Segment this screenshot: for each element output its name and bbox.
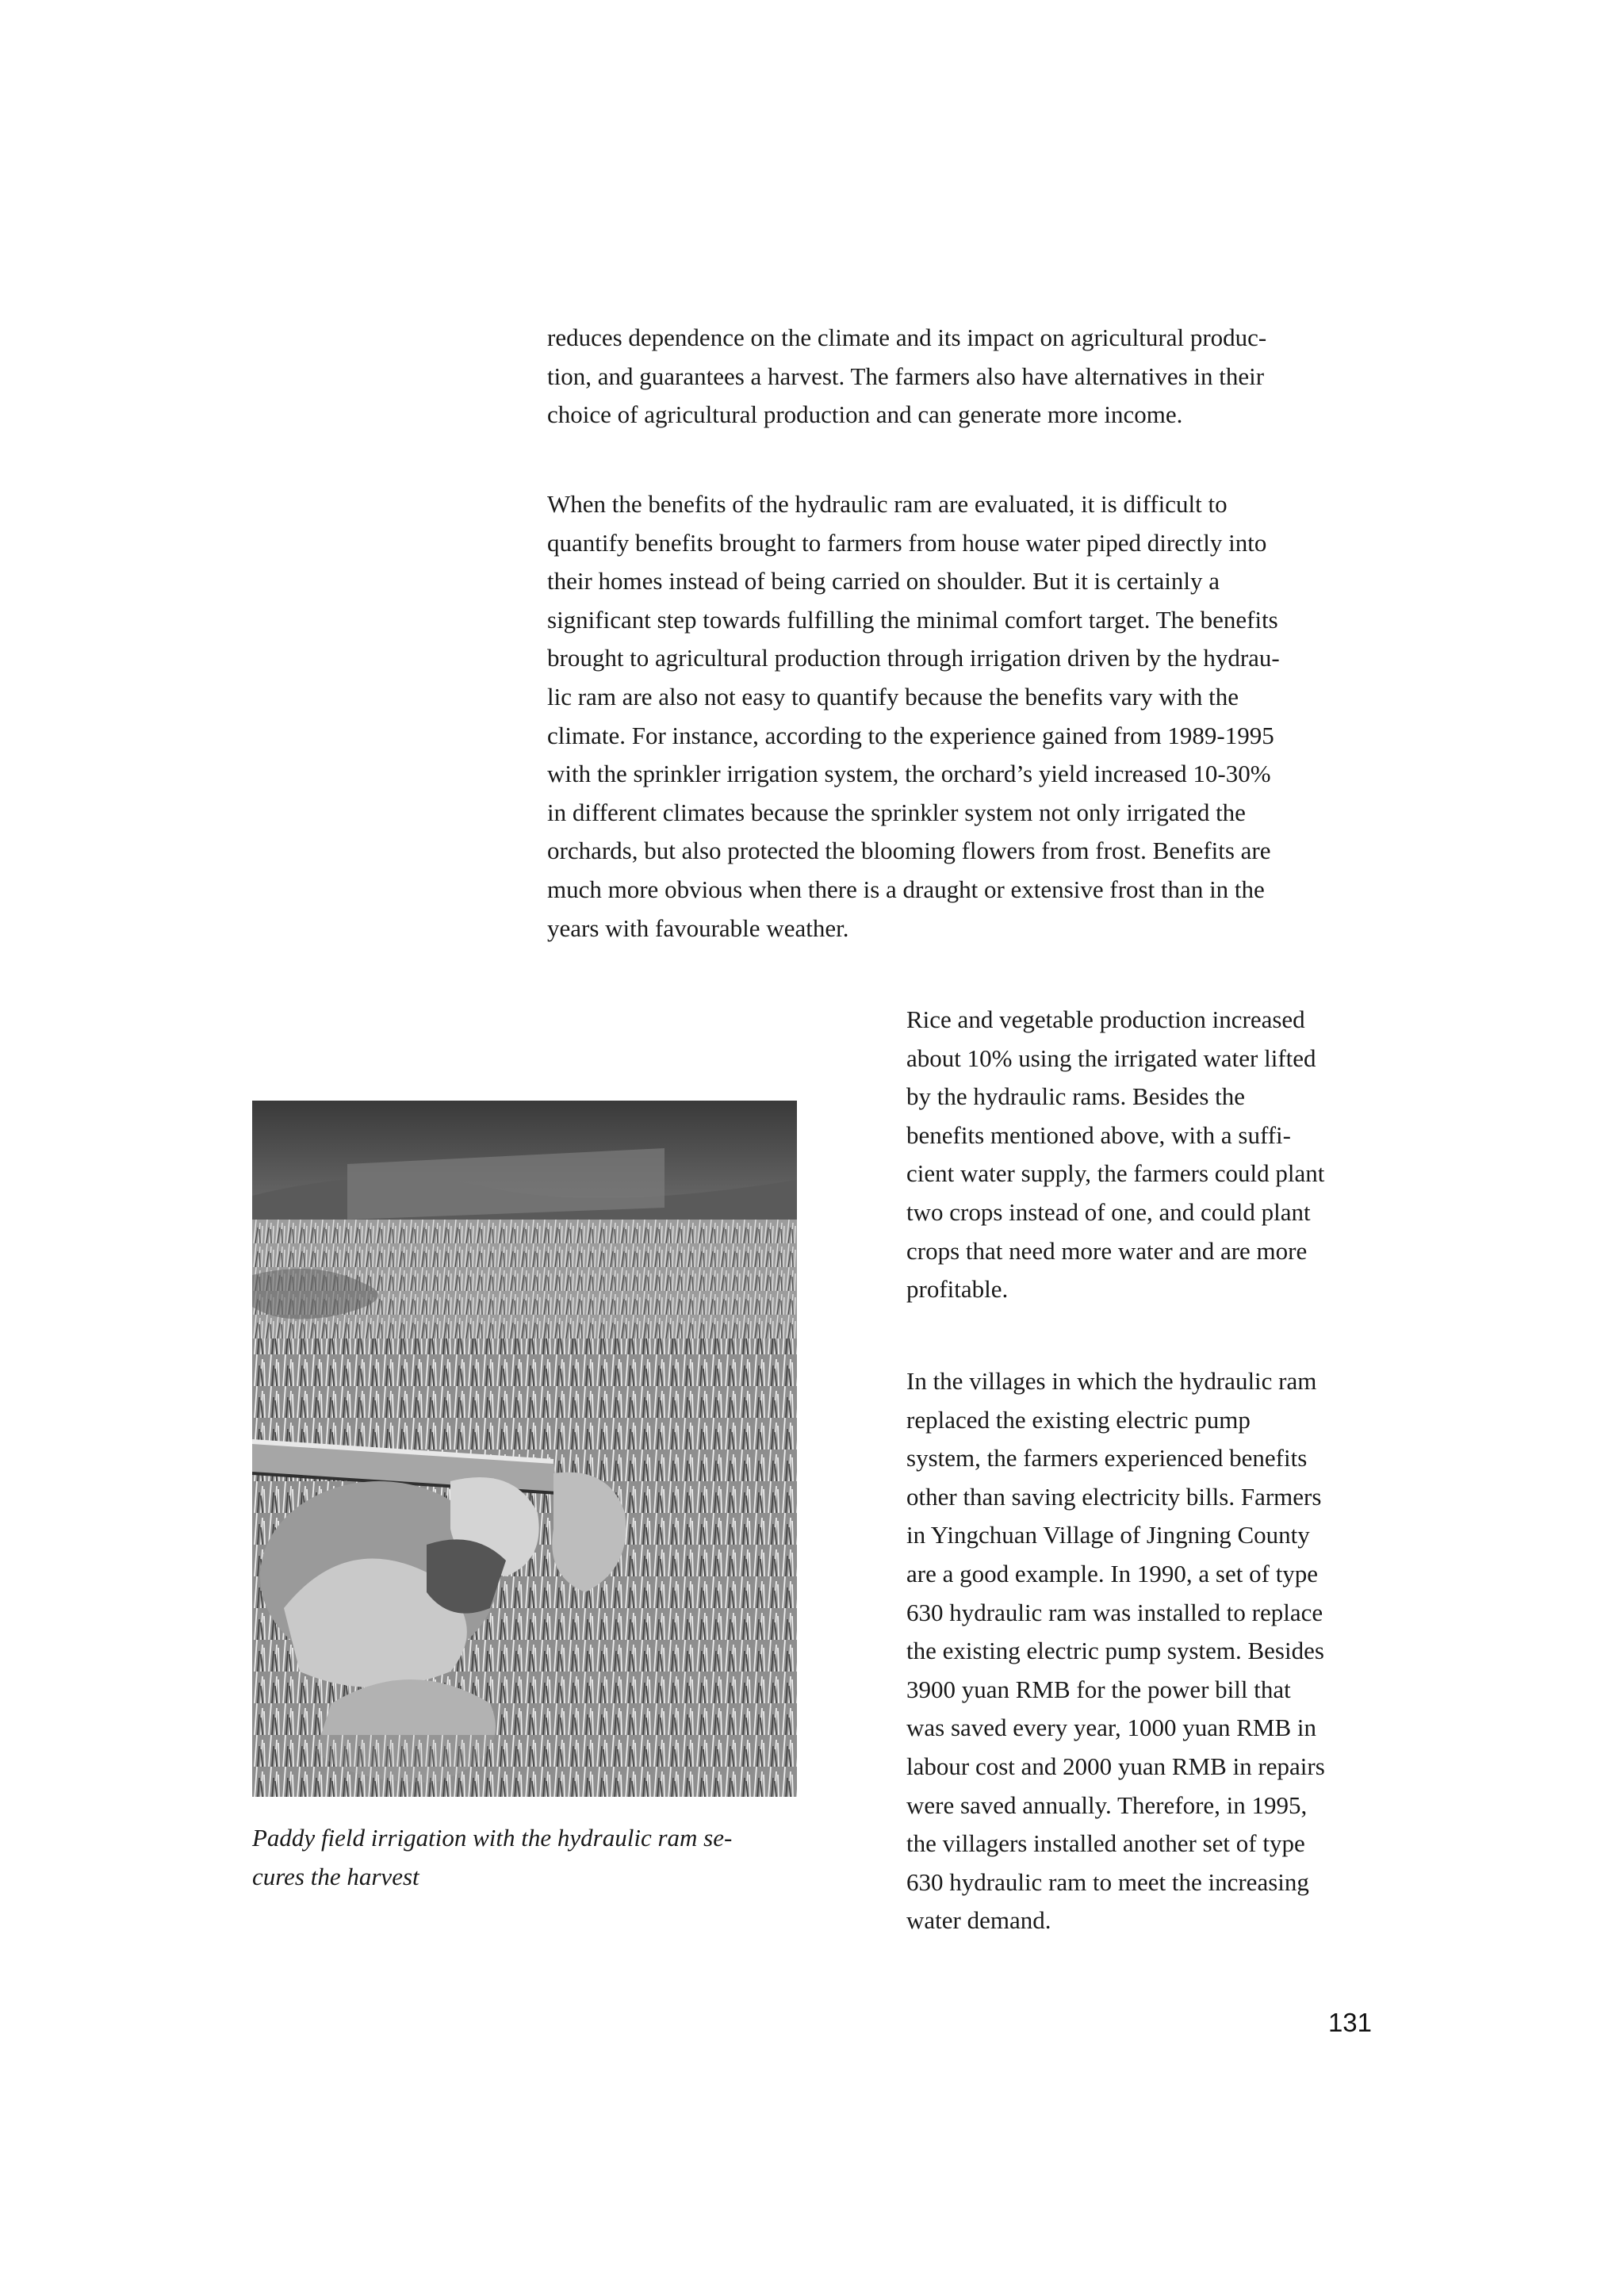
text-line: cient water supply, the farmers could plant — [906, 1159, 1325, 1188]
text-line: were saved annually. Therefore, in 1995, — [906, 1790, 1308, 1819]
text-line: 630 hydraulic ram was installed to replace — [906, 1598, 1323, 1626]
text-line: are a good example. In 1990, a set of type — [906, 1559, 1319, 1587]
text-line: their homes instead of being carried on shoulder. But it is certainly a — [547, 567, 1220, 596]
text-line: choice of agricultural production and can generate more income. — [547, 400, 1183, 429]
text-line: benefits mentioned above, with a suffi- — [906, 1120, 1291, 1149]
text-line: by the hydraulic rams. Besides the — [906, 1082, 1246, 1111]
text-line: When the benefits of the hydraulic ram are evaluated, it is difficult to — [547, 490, 1228, 518]
text-line: was saved every year, 1000 yuan RMB in — [906, 1714, 1317, 1742]
text-line: 3900 yuan RMB for the power bill that — [906, 1675, 1291, 1703]
paragraph-top — [547, 319, 1380, 435]
text-line: significant step towards fulfilling the minimal comfort target. The benefits — [547, 605, 1278, 634]
text-line: tion, and guarantees a harvest. The farmers also have alternatives in their — [547, 362, 1265, 390]
paddy-field-photo — [252, 1101, 797, 1797]
text-line: in Yingchuan Village of Jingning County — [906, 1521, 1310, 1549]
text-line: replaced the existing electric pump — [906, 1405, 1251, 1434]
text-line: in different climates because the sprinkler system not only irrigated the — [547, 798, 1246, 826]
text-line: the existing electric pump system. Besides — [906, 1637, 1324, 1665]
text-line: years with favourable weather. — [547, 913, 849, 942]
text-line: brought to agricultural production through irrigation driven by the hydrau- — [547, 644, 1280, 672]
paragraph-rice — [906, 1001, 1382, 1309]
text-line: lic ram are also not easy to quantify because the benefits vary with the — [547, 682, 1239, 710]
text-line: quantify benefits brought to farmers from house water piped directly into — [547, 528, 1267, 557]
page-number: 131 — [1327, 2008, 1372, 2037]
caption-line: Paddy field irrigation with the hydraulic ram se- — [252, 1824, 733, 1852]
figure-caption — [252, 1819, 807, 1896]
text-line: 630 hydraulic ram to meet the increasing — [906, 1867, 1309, 1896]
text-line: labour cost and 2000 yuan RMB in repairs — [906, 1752, 1325, 1780]
text-line: profitable. — [906, 1275, 1009, 1304]
text-line: the villagers installed another set of type — [906, 1829, 1305, 1858]
text-line: system, the farmers experienced benefits — [906, 1444, 1308, 1473]
text-line: two crops instead of one, and could plant — [906, 1197, 1311, 1226]
text-line: climate. For instance, according to the experience gained from 1989-1995 — [547, 721, 1274, 749]
paddy-field-illustration — [252, 1101, 797, 1797]
paragraph-benefits — [547, 485, 1380, 948]
caption-line: cures the harvest — [252, 1862, 419, 1890]
text-line: reduces dependence on the climate and its impact on agricultural produc- — [547, 324, 1267, 351]
text-line: In the villages in which the hydraulic ram — [906, 1367, 1317, 1395]
text-line: about 10% using the irrigated water lifted — [906, 1044, 1316, 1072]
text-line: crops that need more water and are more — [906, 1236, 1308, 1265]
text-line: orchards, but also protected the blooming flowers from frost. Benefits are — [547, 837, 1271, 865]
text-line: other than saving electricity bills. Farmers — [906, 1482, 1322, 1511]
text-line: with the sprinkler irrigation system, the orchard’s yield increased 10-30% — [547, 760, 1271, 788]
paragraph-villages — [906, 1362, 1382, 1940]
text-line: much more obvious when there is a draught or extensive frost than in the — [547, 875, 1265, 903]
text-line: water demand. — [906, 1906, 1051, 1935]
text-line: Rice and vegetable production increased — [906, 1005, 1305, 1033]
